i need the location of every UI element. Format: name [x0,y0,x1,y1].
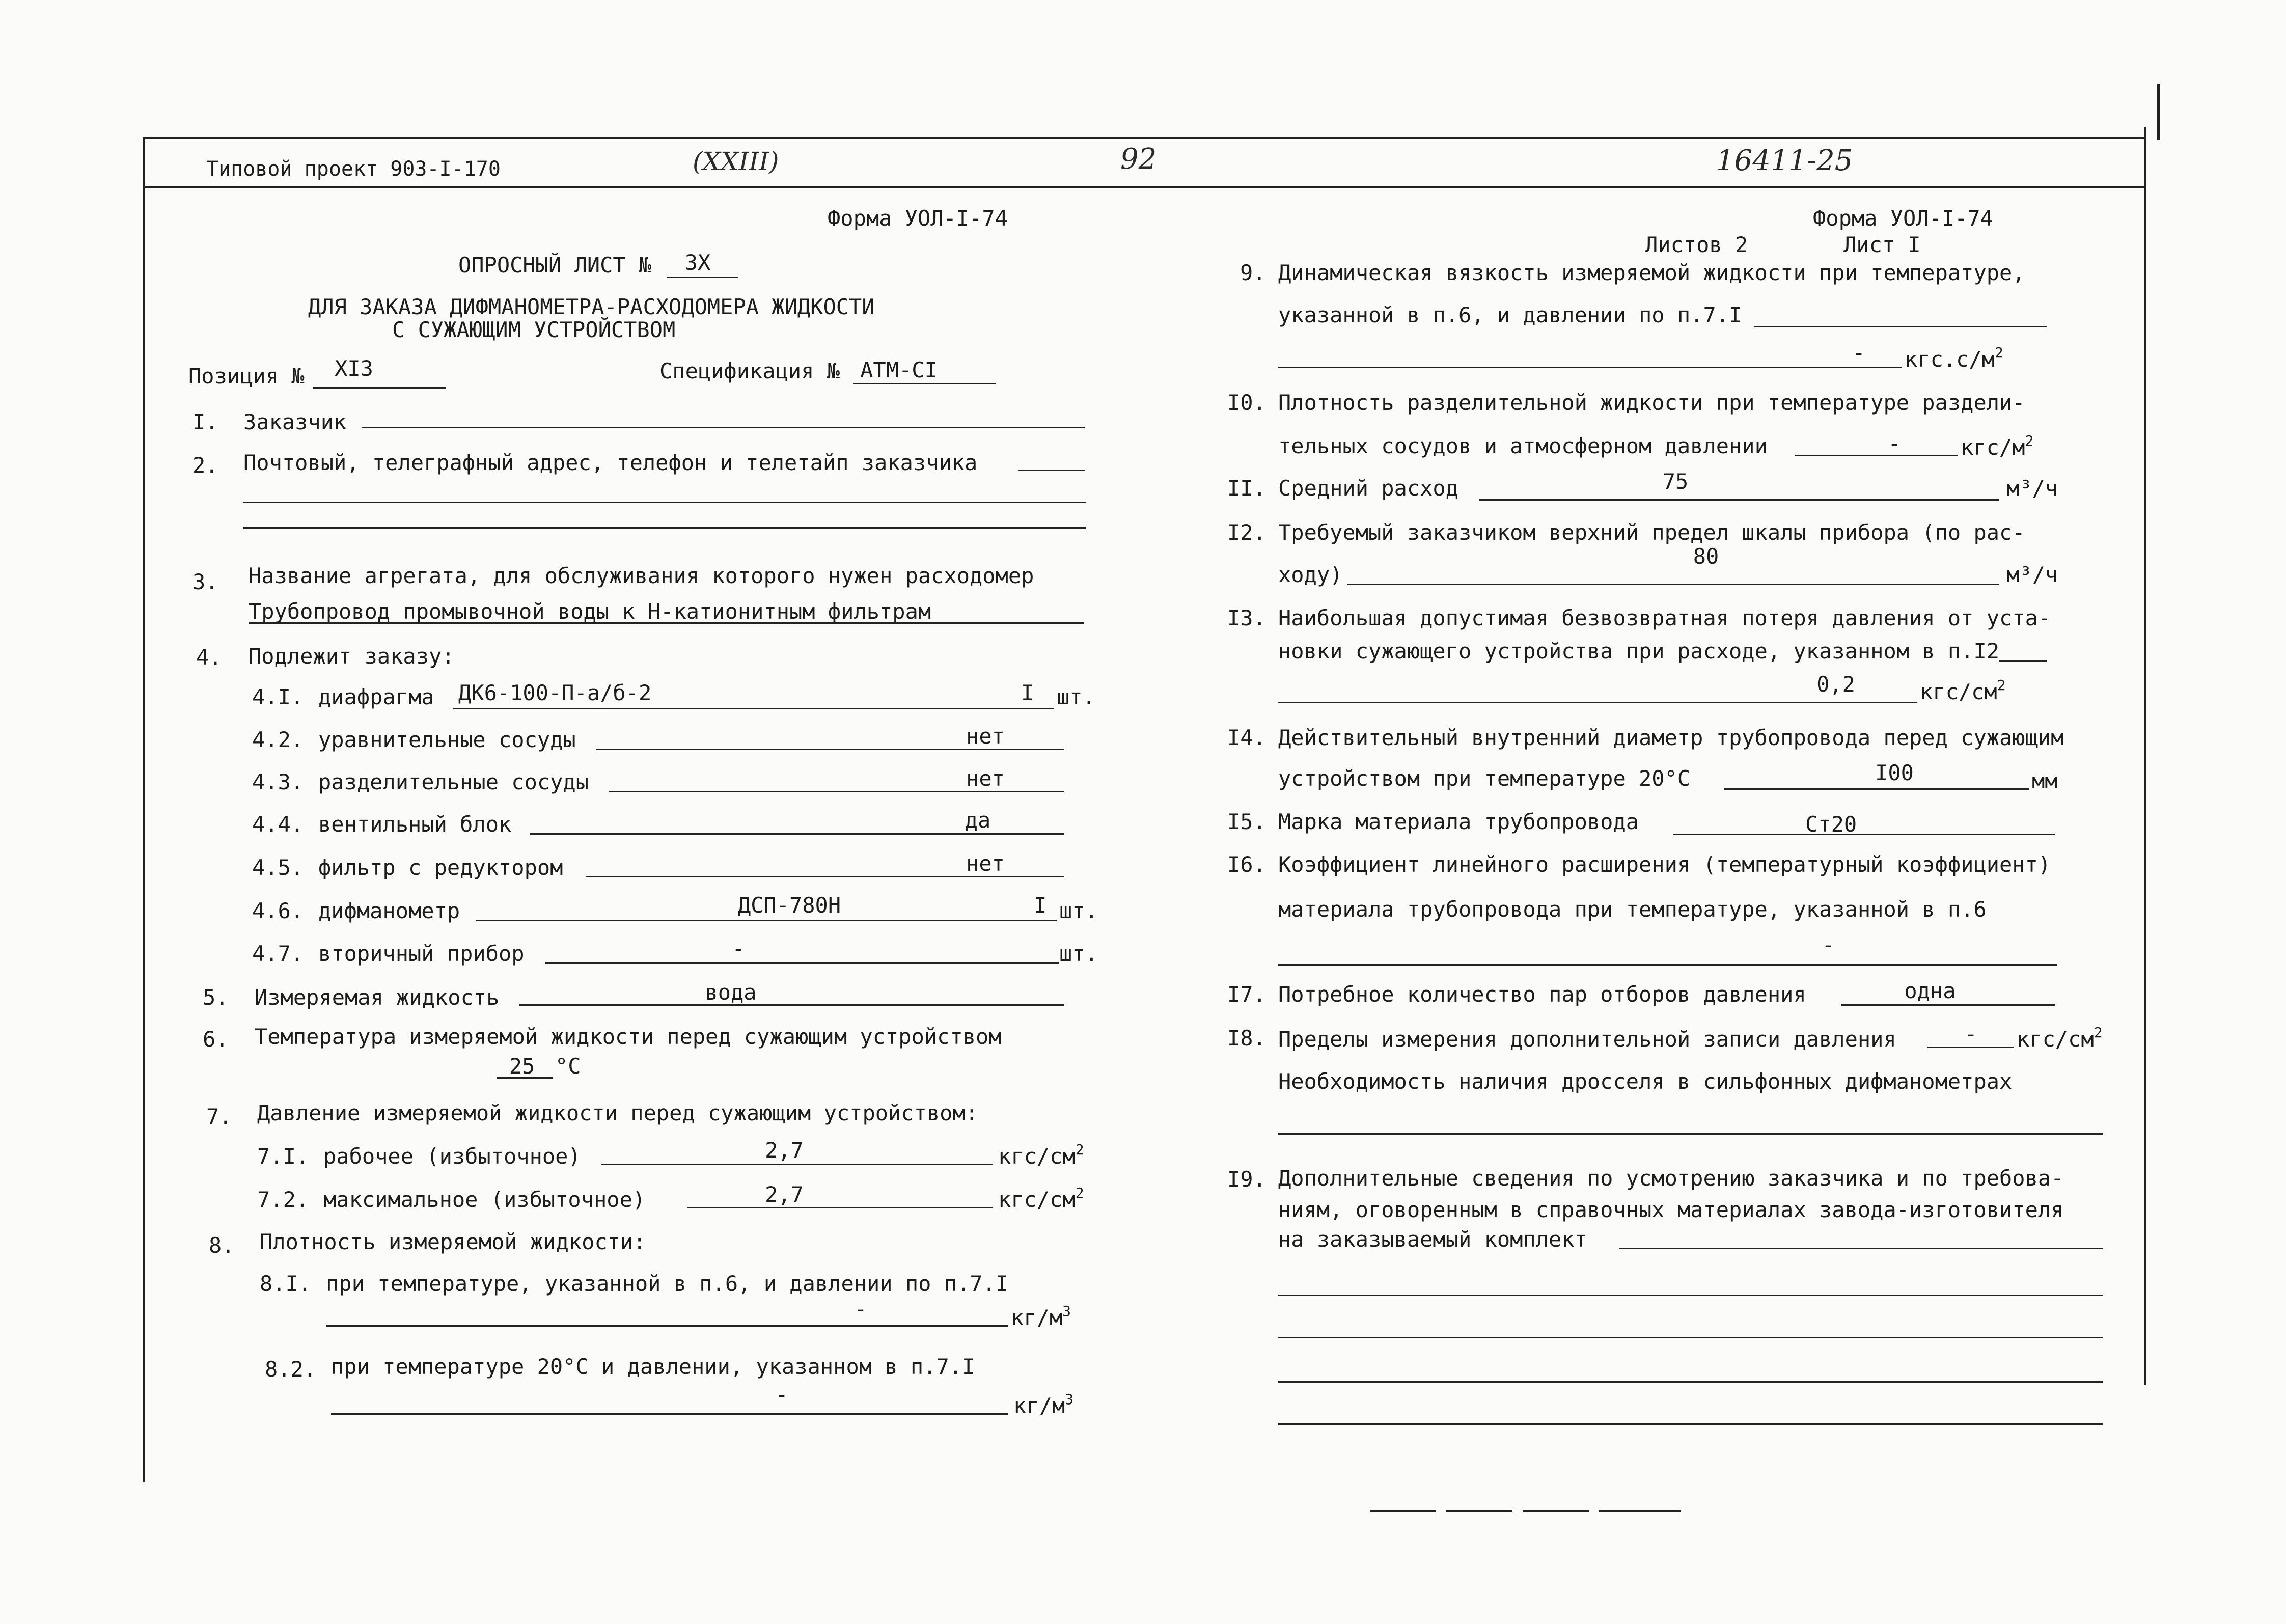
item-13-unit [1920,677,2006,704]
item-2-line-c [243,527,1086,529]
item-10-unit [1961,432,2034,460]
item-1-label: Заказчик [243,409,347,434]
item-4-6-unit: шт. [1059,898,1098,923]
item-9-label-a: Динамическая вязкость измеряемой жидкости при температуре, [1278,260,2025,285]
item-7-2-value: 2,7 [765,1182,804,1207]
form-code-right: Форма УОЛ-I-74 [1813,206,1994,231]
item-14-label-b: устройством при температуре 20°С [1278,766,1691,791]
position-value: XI3 [335,356,373,381]
item-13-label-a: Наибольшая допустимая безвозвратная потеря давления от уста- [1278,605,2051,630]
item-16-number: I6. [1227,852,1266,877]
item-19-label-c: на заказываемый комплект [1278,1227,1587,1252]
item-4-2-label: уравнительные сосуды [318,727,576,752]
item-7-2-line [687,1207,993,1208]
project-number: Типовой проект 903-I-170 [206,157,501,181]
item-7-1-number: 7.I. [257,1144,309,1169]
item-4-6-number: 4.6. [252,898,304,923]
item-17-label: Потребное количество пар отборов давления [1278,982,1806,1007]
item-15-label: Марка материала трубопровода [1278,809,1639,834]
item-9-line-b [1278,367,1902,368]
item-4-3-number: 4.3. [252,769,304,794]
item-19-line-b [1278,1295,2103,1296]
item-7-1-line [601,1164,993,1165]
item-17-value: одна [1904,978,1956,1003]
header-bottom-rule [143,186,2144,188]
item-6-number: 6. [203,1027,229,1052]
item-9-unit-text: кгс.с/м [1905,347,1995,372]
item-13-line-b [1278,702,1917,703]
item-8-2-unit-text: кг/м [1013,1393,1065,1418]
item-5-number: 5. [203,985,229,1010]
item-8-number: 8. [209,1233,235,1258]
item-18-line-b [1278,1133,2103,1135]
item-8-2-label: при температуре 20°С и давлении, указанном в п.7.I [331,1354,975,1379]
item-3-value: Трубопровод промывочной воды к Н-катионитным фильтрам [249,599,931,624]
item-7-2-number: 7.2. [257,1187,309,1212]
item-19-line-a [1619,1248,2103,1249]
item-4-5-line [586,876,1064,877]
item-11-line [1479,499,1999,501]
item-3-label: Название агрегата, для обслуживания которого нужен расходомер [249,563,1034,588]
item-19-line-d [1278,1381,2103,1383]
closing-dash-2 [1446,1510,1512,1512]
sheet-title: ОПРОСНЫЙ ЛИСТ № [458,253,652,278]
item-4-7-line [545,962,1059,964]
item-4-1-number: 4.I. [252,684,304,709]
item-16-value: - [1822,932,1835,957]
item-9-number: 9. [1240,260,1266,285]
item-10-label-a: Плотность разделительной жидкости при температуре раздели- [1278,390,2025,415]
item-4-2-value: нет [966,724,1005,749]
item-4-2-line [596,749,1064,750]
item-12-value: 80 [1693,544,1719,569]
item-6-value: 25 [509,1054,535,1079]
item-8-1-line [326,1325,1008,1327]
item-5-label: Измеряемая жидкость [255,985,500,1010]
item-8-1-label: при температуре, указанной в п.6, и давлении по п.7.I [326,1271,1009,1296]
item-18-label-a: Пределы измерения дополнительной записи давления [1278,1027,1896,1052]
item-6-label: Температура измеряемой жидкости перед сужающим устройством [255,1024,1002,1049]
spec-value: АТМ-СI [860,357,938,382]
item-2-line-b [243,502,1086,503]
item-4-7-number: 4.7. [252,941,304,966]
item-7-label: Давление измеряемой жидкости перед сужающим устройством: [257,1100,979,1125]
form-code-left: Форма УОЛ-I-74 [828,206,1008,231]
item-8-2-line [331,1413,1008,1415]
item-4-4-value: да [965,808,991,833]
item-4-label: Подлежит заказу: [249,644,455,669]
item-7-2-unit [998,1185,1084,1212]
page-number: 92 [1120,143,1157,176]
item-8-1-value: - [854,1297,867,1322]
item-11-value: 75 [1662,469,1689,494]
item-4-1-value: ДК6-100-П-а/б-2 [458,680,652,705]
item-8-2-unit [1013,1391,1074,1418]
header-top-rule [143,137,2144,139]
item-10-value: - [1888,431,1901,456]
item-19-label-b: ниям, оговоренным в справочных материалах завода-изготовителя [1278,1197,2064,1222]
frame-right-mark [2157,84,2160,140]
item-7-2-label: максимальное (избыточное) [323,1187,646,1212]
item-4-1-label: диафрагма [318,684,434,709]
position-label: Позиция № [188,364,305,389]
frame-right-rule [2144,127,2146,1385]
item-14-label-a: Действительный внутренний диаметр трубопровода перед сужающим [1278,725,2064,750]
item-6-unit: °С [555,1054,581,1079]
closing-dash-3 [1523,1510,1589,1512]
item-1-line [362,427,1085,428]
item-4-1-qty: I [1021,680,1034,705]
spec-line [853,383,996,384]
item-10-unit-text: кгс/м [1961,435,2025,460]
item-7-number: 7. [206,1104,232,1129]
item-18-unit-exp: 2 [2094,1024,2103,1041]
item-4-3-value: нет [966,766,1005,791]
item-13-unit-text: кгс/см [1920,679,1997,704]
item-4-7-label: вторичный прибор [318,941,525,966]
item-4-6-line [476,920,1057,921]
item-15-number: I5. [1227,809,1266,834]
item-19-number: I9. [1227,1167,1266,1192]
sheets-total: Листов 2 [1645,232,1748,257]
sheet-subtitle-1: ДЛЯ ЗАКАЗА ДИФМАНОМЕТРА-РАСХОДОМЕРА ЖИДКОСТИ [308,294,875,319]
item-12-number: I2. [1227,520,1266,545]
item-7-1-unit [998,1141,1084,1169]
item-7-1-unit-text: кгс/см [998,1144,1076,1169]
item-9-unit-exp: 2 [1995,344,2003,361]
item-4-4-line [530,833,1064,835]
item-13-number: I3. [1227,605,1266,630]
item-19-line-e [1278,1423,2103,1425]
item-18-line-a [1927,1047,2014,1048]
item-18-label-b: Необходимость наличия дросселя в сильфонных дифманометрах [1278,1069,2013,1094]
item-18-number: I8. [1227,1026,1266,1051]
item-11-number: II. [1227,476,1266,501]
item-8-1-unit-text: кг/м [1011,1305,1063,1330]
item-13-label-b: новки сужающего устройства при расходе, указанном в п.I2 [1278,639,2000,664]
item-16-label-a: Коэффициент линейного расширения (температурный коэффициент) [1278,852,2051,877]
item-4-4-number: 4.4. [252,812,304,837]
sheet-subtitle-2: С СУЖАЮЩИМ УСТРОЙСТВОМ [392,317,676,342]
item-2-line-a [1018,470,1085,471]
item-13-line-a [1999,660,2047,662]
sheet-number-line [667,277,738,278]
item-8-1-unit-exp: 3 [1062,1303,1071,1319]
item-8-label: Плотность измеряемой жидкости: [260,1229,646,1254]
item-8-2-value: - [775,1382,788,1407]
item-4-3-line [609,791,1064,792]
item-9-value: - [1852,340,1865,365]
item-19-line-c [1278,1337,2103,1338]
item-12-label-a: Требуемый заказчиком верхний предел шкалы прибора (по рас- [1278,520,2025,545]
item-18-unit [2017,1024,2103,1052]
closing-dash-4 [1599,1510,1681,1512]
item-4-1-line [453,708,1054,709]
document-number: 16411-25 [1716,144,1853,177]
closing-dash-1 [1370,1510,1436,1512]
item-8-1-number: 8.I. [260,1271,312,1296]
item-14-number: I4. [1227,725,1266,750]
item-3-number: 3. [192,569,218,594]
item-4-6-label: дифманометр [318,898,460,923]
item-7-1-unit-exp: 2 [1075,1141,1084,1158]
item-4-1-unit: шт. [1057,684,1095,709]
item-17-number: I7. [1227,982,1266,1007]
item-12-label-b: ходу) [1278,562,1343,587]
item-8-2-number: 8.2. [265,1357,317,1382]
item-4-3-label: разделительные сосуды [318,769,589,794]
item-15-value: Ст20 [1805,812,1857,837]
item-16-line [1278,964,2057,966]
item-19-label-a: Дополнительные сведения по усмотрению заказчика и по требова- [1278,1166,2064,1191]
item-4-6-qty: I [1034,893,1047,918]
item-10-line [1795,455,1958,456]
item-4-5-value: нет [966,851,1005,876]
item-7-1-value: 2,7 [765,1138,804,1163]
item-18-value: - [1964,1022,1977,1047]
item-17-line [1841,1004,2055,1006]
item-14-line [1724,788,2029,790]
item-8-1-unit [1011,1303,1071,1330]
item-7-2-unit-text: кгс/см [998,1187,1076,1212]
frame-left-rule [143,137,145,1482]
item-15-line [1673,834,2055,835]
item-4-4-label: вентильный блок [318,812,512,837]
item-9-line-a [1754,326,2047,327]
item-11-label: Средний расход [1278,476,1459,501]
item-4-5-number: 4.5. [252,855,304,880]
item-12-line [1347,584,1999,585]
item-13-value: 0,2 [1816,672,1855,697]
item-14-unit: мм [2032,768,2058,793]
item-4-6-value: ДСП-780Н [737,893,841,918]
item-4-5-label: фильтр с редуктором [318,855,563,880]
sheet-number: 3Х [684,250,711,275]
item-8-2-unit-exp: 3 [1065,1391,1074,1408]
item-4-7-unit: шт. [1059,941,1098,966]
item-4-7-value: - [732,936,745,961]
item-12-unit: м³/ч [2006,562,2058,587]
item-16-label-b: материала трубопровода при температуре, указанной в п.6 [1278,897,1987,922]
item-5-line [519,1004,1064,1006]
item-10-label-b: тельных сосудов и атмосферном давлении [1278,433,1768,458]
item-6-line [497,1077,553,1079]
spec-label: Спецификация № [659,359,840,383]
item-5-value: вода [705,980,757,1005]
album-number: (XXIII) [693,147,779,176]
item-13-unit-exp: 2 [1997,677,2006,694]
item-9-unit [1905,344,2003,372]
item-14-value: I00 [1875,760,1914,785]
item-18-unit-text: кгс/см [2017,1027,2094,1052]
item-9-label-b: указанной в п.6, и давлении по п.7.I [1278,302,1742,327]
item-7-1-label: рабочее (избыточное) [323,1144,581,1169]
item-2-label: Почтовый, телеграфный адрес, телефон и телетайп заказчика [243,450,978,475]
item-4-number: 4. [196,645,222,670]
item-2-number: 2. [192,453,218,478]
item-11-unit: м³/ч [2006,476,2058,501]
position-line [313,387,446,389]
item-4-2-number: 4.2. [252,727,304,752]
item-1-number: I. [192,409,218,434]
sheet-current: Лист I [1843,232,1921,257]
item-7-2-unit-exp: 2 [1075,1185,1084,1201]
item-3-line [249,622,1084,624]
item-10-number: I0. [1227,390,1266,415]
item-10-unit-exp: 2 [2025,432,2034,449]
